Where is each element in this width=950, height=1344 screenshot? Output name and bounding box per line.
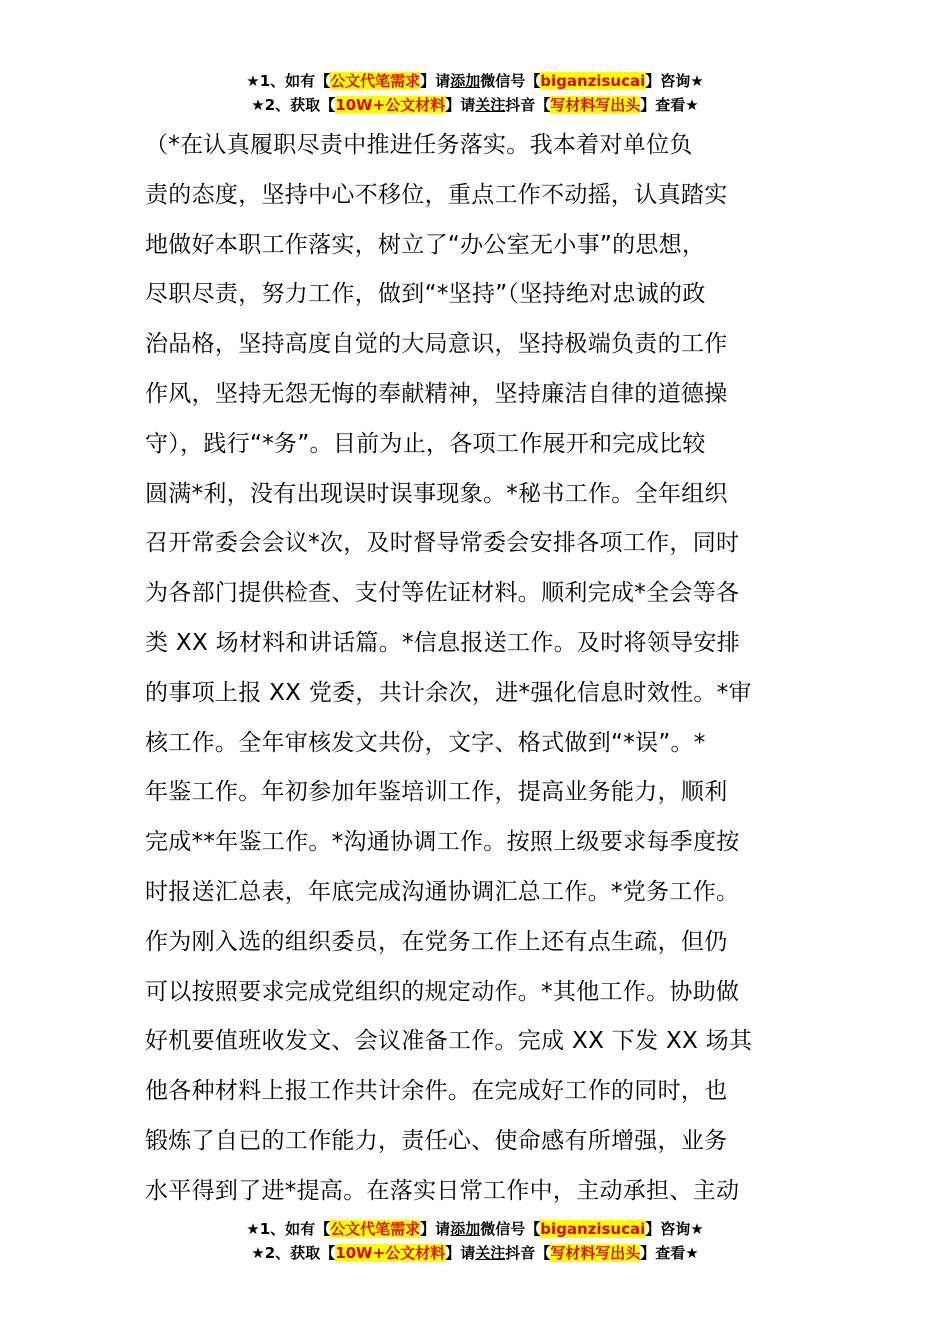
- banner-highlight: 写材料写出头: [550, 1244, 641, 1262]
- banner-underline: 添加: [450, 72, 481, 90]
- footer-banner-line-1: [0, 1217, 950, 1241]
- banner-highlight: 公文代笔需求: [330, 72, 421, 90]
- banner-underline: 关注: [475, 96, 506, 114]
- footer-banner: [0, 1217, 950, 1265]
- banner-highlight: 10W+公文材料: [335, 96, 446, 114]
- body-line: 年鉴工作。年初参加年鉴培训工作，提高业务能力，顺利: [145, 779, 728, 806]
- header-banner-line-2: [0, 93, 950, 117]
- banner-text: ★2、获取【: [251, 96, 336, 114]
- banner-highlight: biganzisucai: [540, 1220, 646, 1238]
- body-line: 守），践行“*务”。目前为止，各项工作展开和完成比较: [145, 430, 706, 457]
- banner-text: 抖音【: [505, 96, 551, 114]
- banner-text: 抖音【: [505, 1244, 551, 1262]
- body-line: 他各种材料上报工作共计余件。在完成好工作的同时，也: [145, 1078, 728, 1105]
- banner-highlight: biganzisucai: [540, 72, 646, 90]
- body-line: 类 XX 场材料和讲话篇。*信息报送工作。及时将领导安排: [145, 629, 741, 656]
- banner-text: 微信号【: [480, 1220, 541, 1238]
- banner-highlight: 写材料写出头: [550, 96, 641, 114]
- body-line: 水平得到了进*提高。在落实日常工作中，主动承担、主动: [145, 1177, 740, 1204]
- body-line: 可以按照要求完成党组织的规定动作。*其他工作。协助做: [145, 978, 740, 1005]
- banner-highlight: 公文代笔需求: [330, 1220, 421, 1238]
- banner-text: 】请: [445, 96, 476, 114]
- banner-underline: 关注: [475, 1244, 506, 1262]
- banner-text: 】请: [420, 1220, 451, 1238]
- body-line: 核工作。全年审核发文共份，文字、格式做到“*误”。*: [145, 729, 706, 756]
- banner-text: 】查看★: [640, 96, 699, 114]
- body-line: 时报送汇总表，年底完成沟通协调汇总工作。*党务工作。: [145, 878, 740, 905]
- body-line: 尽职尽责，努力工作，做到“*坚持”（坚持绝对忠诚的政: [145, 281, 706, 308]
- body-line: 作风，坚持无怨无悔的奉献精神，坚持廉洁自律的道德操: [145, 380, 728, 407]
- header-banner: [0, 69, 950, 117]
- banner-text: ★2、获取【: [251, 1244, 336, 1262]
- body-line: 为各部门提供检查、支付等佐证材料。顺利完成*全会等各: [145, 580, 740, 607]
- body-line: 作为刚入选的组织委员，在党务工作上还有点生疏，但仍: [145, 928, 728, 955]
- banner-text: 】请: [420, 72, 451, 90]
- header-banner-line-1: [0, 69, 950, 93]
- body-line: （*在认真履职尽责中推进任务落实。我本着对单位负: [145, 132, 693, 158]
- body-line: 完成**年鉴工作。*沟通协调工作。按照上级要求每季度按: [145, 829, 740, 856]
- document-body: [145, 121, 810, 1217]
- footer-banner-line-2: [0, 1241, 950, 1265]
- body-line: 的事项上报 XX 党委，共计余次，进*强化信息时效性。*审: [145, 679, 752, 706]
- banner-text: 】查看★: [640, 1244, 699, 1262]
- banner-text: 】请: [445, 1244, 476, 1262]
- banner-text: 】咨询★: [645, 1220, 704, 1238]
- banner-underline: 添加: [450, 1220, 481, 1238]
- banner-text: 】咨询★: [645, 72, 704, 90]
- body-line: 召开常委会会议*次，及时督导常委会安排各项工作，同时: [145, 530, 740, 557]
- body-line: 责的态度，坚持中心不移位，重点工作不动摇，认真踏实: [145, 181, 728, 208]
- body-line: 圆满*利，没有出现误时误事现象。*秘书工作。全年组织: [145, 480, 728, 507]
- body-line: 地做好本职工作落实，树立了“办公室无小事”的思想，: [145, 231, 706, 258]
- banner-text: 微信号【: [480, 72, 541, 90]
- banner-text: ★1、如有【: [246, 72, 331, 90]
- body-line: 好机要值班收发文、会议准备工作。完成 XX 下发 XX 场其: [145, 1028, 753, 1055]
- body-line: 治品格，坚持高度自觉的大局意识，坚持极端负责的工作: [145, 331, 728, 358]
- banner-highlight: 10W+公文材料: [335, 1244, 446, 1262]
- body-line: 锻炼了自已的工作能力，责任心、使命感有所增强，业务: [145, 1127, 728, 1154]
- banner-text: ★1、如有【: [246, 1220, 331, 1238]
